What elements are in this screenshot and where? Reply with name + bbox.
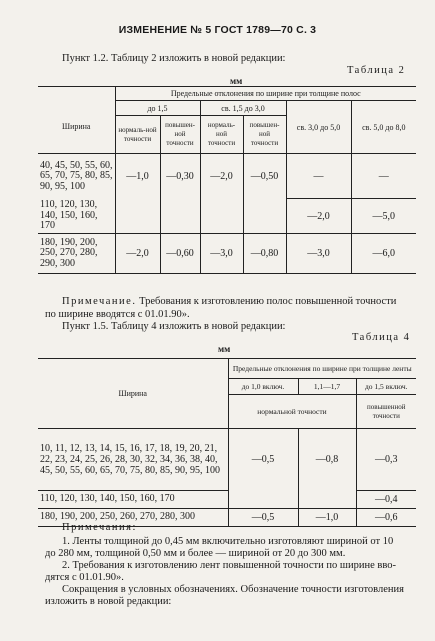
table2-row-2-val [160, 199, 200, 234]
item-1-text: Пункт 1.2. Таблицу 2 изложить в новой редакции: [62, 53, 286, 64]
table2-row-1-val: —0,50 [243, 154, 286, 199]
table2-row-2-val: —2,0 [286, 199, 351, 234]
table4-high: повышенной точности [356, 395, 416, 429]
table4-row-2-val [298, 491, 356, 509]
table2-group-header: Предельные отклонения по ширине при толщине полос [115, 87, 416, 101]
table2-row-3-val: —2,0 [115, 234, 160, 274]
table2-row-2-width: 110, 120, 130, 140, 150, 160, 170 [40, 199, 98, 231]
table4-row-3-width: 180, 190, 200, 250, 260, 270, 280, 300 [38, 509, 228, 527]
note-line-5: Сокращения в условных обозначениях. Обозначение точности изготовления [62, 584, 404, 595]
table2-row-1-width: 40, 45, 50, 55, 60, 65, 70, 75, 80, 85, 90, 95, 100 [38, 154, 115, 199]
table4-width-header: Ширина [38, 359, 228, 429]
table4-unit: мм [218, 344, 231, 354]
table2-row-2-val [200, 199, 243, 234]
table2-row-3-val: —6,0 [351, 234, 416, 274]
table4-row-2-width: 110, 120, 130, 140, 150, 160, 170 [38, 491, 228, 509]
table2-range-2: св. 1,5 до 3,0 [200, 101, 286, 116]
table2-range-4: св. 5,0 до 8,0 [351, 101, 416, 154]
table2-row-3-val: —0,80 [243, 234, 286, 274]
table2-range-3: св. 3,0 до 5,0 [286, 101, 351, 154]
table4-row-2-val: —0,4 [356, 491, 416, 509]
note-1-text: Требования к изготовлению полос повышенной точности [139, 296, 397, 307]
table2-row-3-val: —3,0 [286, 234, 351, 274]
table4-row-3-val: —1,0 [298, 509, 356, 527]
table4-range-1: до 1,0 включ. [228, 379, 298, 395]
table4-row-1-val: —0,5 [228, 429, 298, 491]
table4-row-1-width: 10, 11, 12, 13, 14, 15, 16, 17, 18, 19, 20, 21, 22, 23, 24, 25, 26, 28, 30, 32, 34, 36, 38, 40, 45, 50, 55, 60, 65, 70, 75, 80, 85, 90, 95, 100 [38, 429, 228, 491]
table2-row-3-val: —0,60 [160, 234, 200, 274]
notes-title: Примечания: [62, 522, 137, 533]
note-line-3: 2. Требования к изготовлению лент повышенной точности по ширине вво- [62, 560, 396, 571]
table2-corner [38, 87, 115, 101]
note-1-title: Примечание. [62, 296, 137, 307]
table2-unit: мм [230, 76, 243, 86]
note-1 [62, 295, 396, 308]
table2-row-1-val: — [286, 154, 351, 199]
note-line-1: 1. Ленты толщиной до 0,45 мм включительно изготовляют шириной от 10 [62, 536, 394, 547]
item-2-text: Пункт 1.5. Таблицу 4 изложить в новой редакции: [62, 321, 286, 332]
table4-caption: Таблица 4 [352, 332, 411, 343]
table4-row-1-val: —0,3 [356, 429, 416, 491]
table4-row-3-val: —0,6 [356, 509, 416, 527]
page-header: ИЗМЕНЕНИЕ № 5 ГОСТ 1789—70 С. 3 [118, 24, 317, 36]
table2-row-1-val: — [351, 154, 416, 199]
table2-high-2: повышен-ной точности [243, 116, 286, 154]
table2-caption: Таблица 2 [347, 65, 406, 76]
note-line-6: изложить в новой редакции: [45, 596, 172, 607]
note-1-cont: по ширине вводятся с 01.01.90». [45, 309, 190, 320]
table2-normal-2: нормаль-ной точности [200, 116, 243, 154]
table2-row-2-val [243, 199, 286, 234]
note-line-2: до 280 мм, толщиной 0,50 мм и более — шириной от 20 до 300 мм. [45, 548, 346, 559]
table4-range-2: 1,1—1,7 [298, 379, 356, 395]
table2-high-1: повышен-ной точности [160, 116, 200, 154]
table2-row-2-val [115, 199, 160, 234]
table2-range-1: до 1,5 [115, 101, 200, 116]
table4-normal: нормальной точности [228, 395, 356, 429]
table2-row-1-val: —0,30 [160, 154, 200, 199]
table-2 [38, 86, 416, 274]
table-4 [38, 358, 416, 527]
table2-row-3-width: 180, 190, 200, 250, 270, 280, 290, 300 [38, 234, 115, 274]
table4-row-3-val: —0,5 [228, 509, 298, 527]
note-line-4: дятся с 01.01.90». [45, 572, 124, 583]
table2-row-1-val: —2,0 [200, 154, 243, 199]
table4-group-header: Предельные отклонения по ширине при толщине ленты [228, 359, 416, 379]
table4-row-2-val [228, 491, 298, 509]
table4-row-1-val: —0,8 [298, 429, 356, 491]
table2-normal-1: нормаль-ной точности [115, 116, 160, 154]
table2-width-header: Ширина [62, 122, 91, 132]
table4-range-3: до 1,5 включ. [356, 379, 416, 395]
table2-row-1-val: —1,0 [115, 154, 160, 199]
table2-row-2-val: —5,0 [351, 199, 416, 234]
table2-row-3-val: —3,0 [200, 234, 243, 274]
